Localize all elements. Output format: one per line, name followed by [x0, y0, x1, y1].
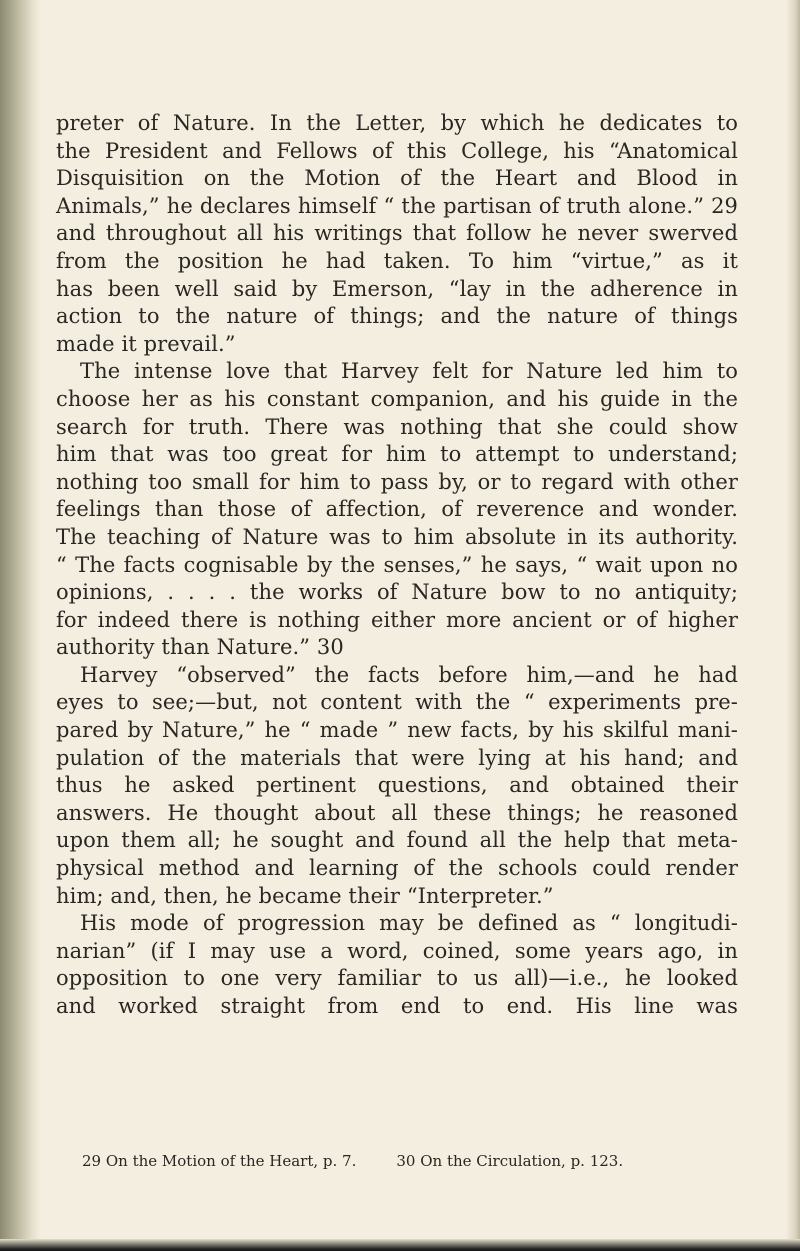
text-line: search for truth. There was nothing that she could show — [56, 414, 738, 439]
text-line: Animals,” he declares himself “ the partisan of truth alone.” 29 — [56, 193, 738, 218]
footnotes — [82, 1152, 742, 1170]
text-line: thus he asked pertinent questions, and obtained their — [56, 773, 738, 798]
text-line: from the position he had taken. To him “virtue,” as it — [56, 248, 738, 273]
footnote-29: 29 On the Motion of the Heart, p. 7. — [82, 1152, 357, 1170]
text-line: Harvey “observed” the facts before him,—and he had — [80, 662, 738, 687]
text-line: him; and, then, he became their “Interpreter.” — [56, 883, 554, 908]
text-line: preter of Nature. In the Letter, by which he dedicates to — [56, 111, 738, 135]
text-line: the President and Fellows of this College, his “Anatomical — [56, 138, 738, 163]
text-line: and worked straight from end to end. His line was — [56, 994, 738, 1018]
text-line: feelings than those of affection, of reverence and wonder. — [56, 497, 738, 522]
page-bottom-edge — [0, 1239, 800, 1251]
text-line: The teaching of Nature was to him absolute in its authority. — [56, 524, 738, 549]
body-text — [56, 110, 738, 1021]
text-line: Disquisition on the Motion of the Heart and Blood in — [56, 166, 738, 191]
text-line: and throughout all his writings that follow he never swerved — [56, 221, 738, 246]
text-line: upon them all; he sought and found all the help that meta- — [56, 828, 738, 853]
text-line: action to the nature of things; and the nature of things — [56, 304, 738, 329]
text-line: has been well said by Emerson, “lay in the adherence in — [56, 276, 738, 301]
text-line: physical method and learning of the schools could render — [56, 856, 738, 881]
text-line: authority than Nature.” 30 — [56, 635, 344, 660]
page-right-edge — [786, 0, 800, 1251]
footnote-30: 30 On the Circulation, p. 123. — [396, 1152, 624, 1170]
text-line: opposition to one very familiar to us all)—i.e., he looked — [56, 966, 738, 991]
binding-gutter — [0, 0, 40, 1251]
text-line: pared by Nature,” he “ made ” new facts, by his skilful mani- — [56, 718, 738, 743]
text-line: choose her as his constant companion, and his guide in the — [56, 386, 738, 411]
text-line: him that was too great for him to attempt to understand; — [56, 442, 738, 467]
text-line: “ The facts cognisable by the senses,” he says, “ wait upon no — [56, 552, 738, 577]
text-line: eyes to see;—but, not content with the “ experiments pre- — [56, 690, 738, 715]
text-line: opinions, . . . . the works of Nature bow to no antiquity; — [56, 580, 738, 605]
text-line: narian” (if I may use a word, coined, some years ago, in — [56, 938, 738, 963]
text-line: His mode of progression may be defined as “ longitudi- — [80, 911, 738, 936]
text-line: nothing too small for him to pass by, or to regard with other — [56, 469, 738, 494]
text-line: made it prevail.” — [56, 331, 236, 356]
text-line: The intense love that Harvey felt for Nature led him to — [80, 359, 738, 384]
text-line: for indeed there is nothing either more ancient or of higher — [56, 607, 738, 632]
text-line: pulation of the materials that were lying at his hand; and — [56, 745, 738, 770]
text-line: answers. He thought about all these things; he reasoned — [56, 800, 738, 825]
